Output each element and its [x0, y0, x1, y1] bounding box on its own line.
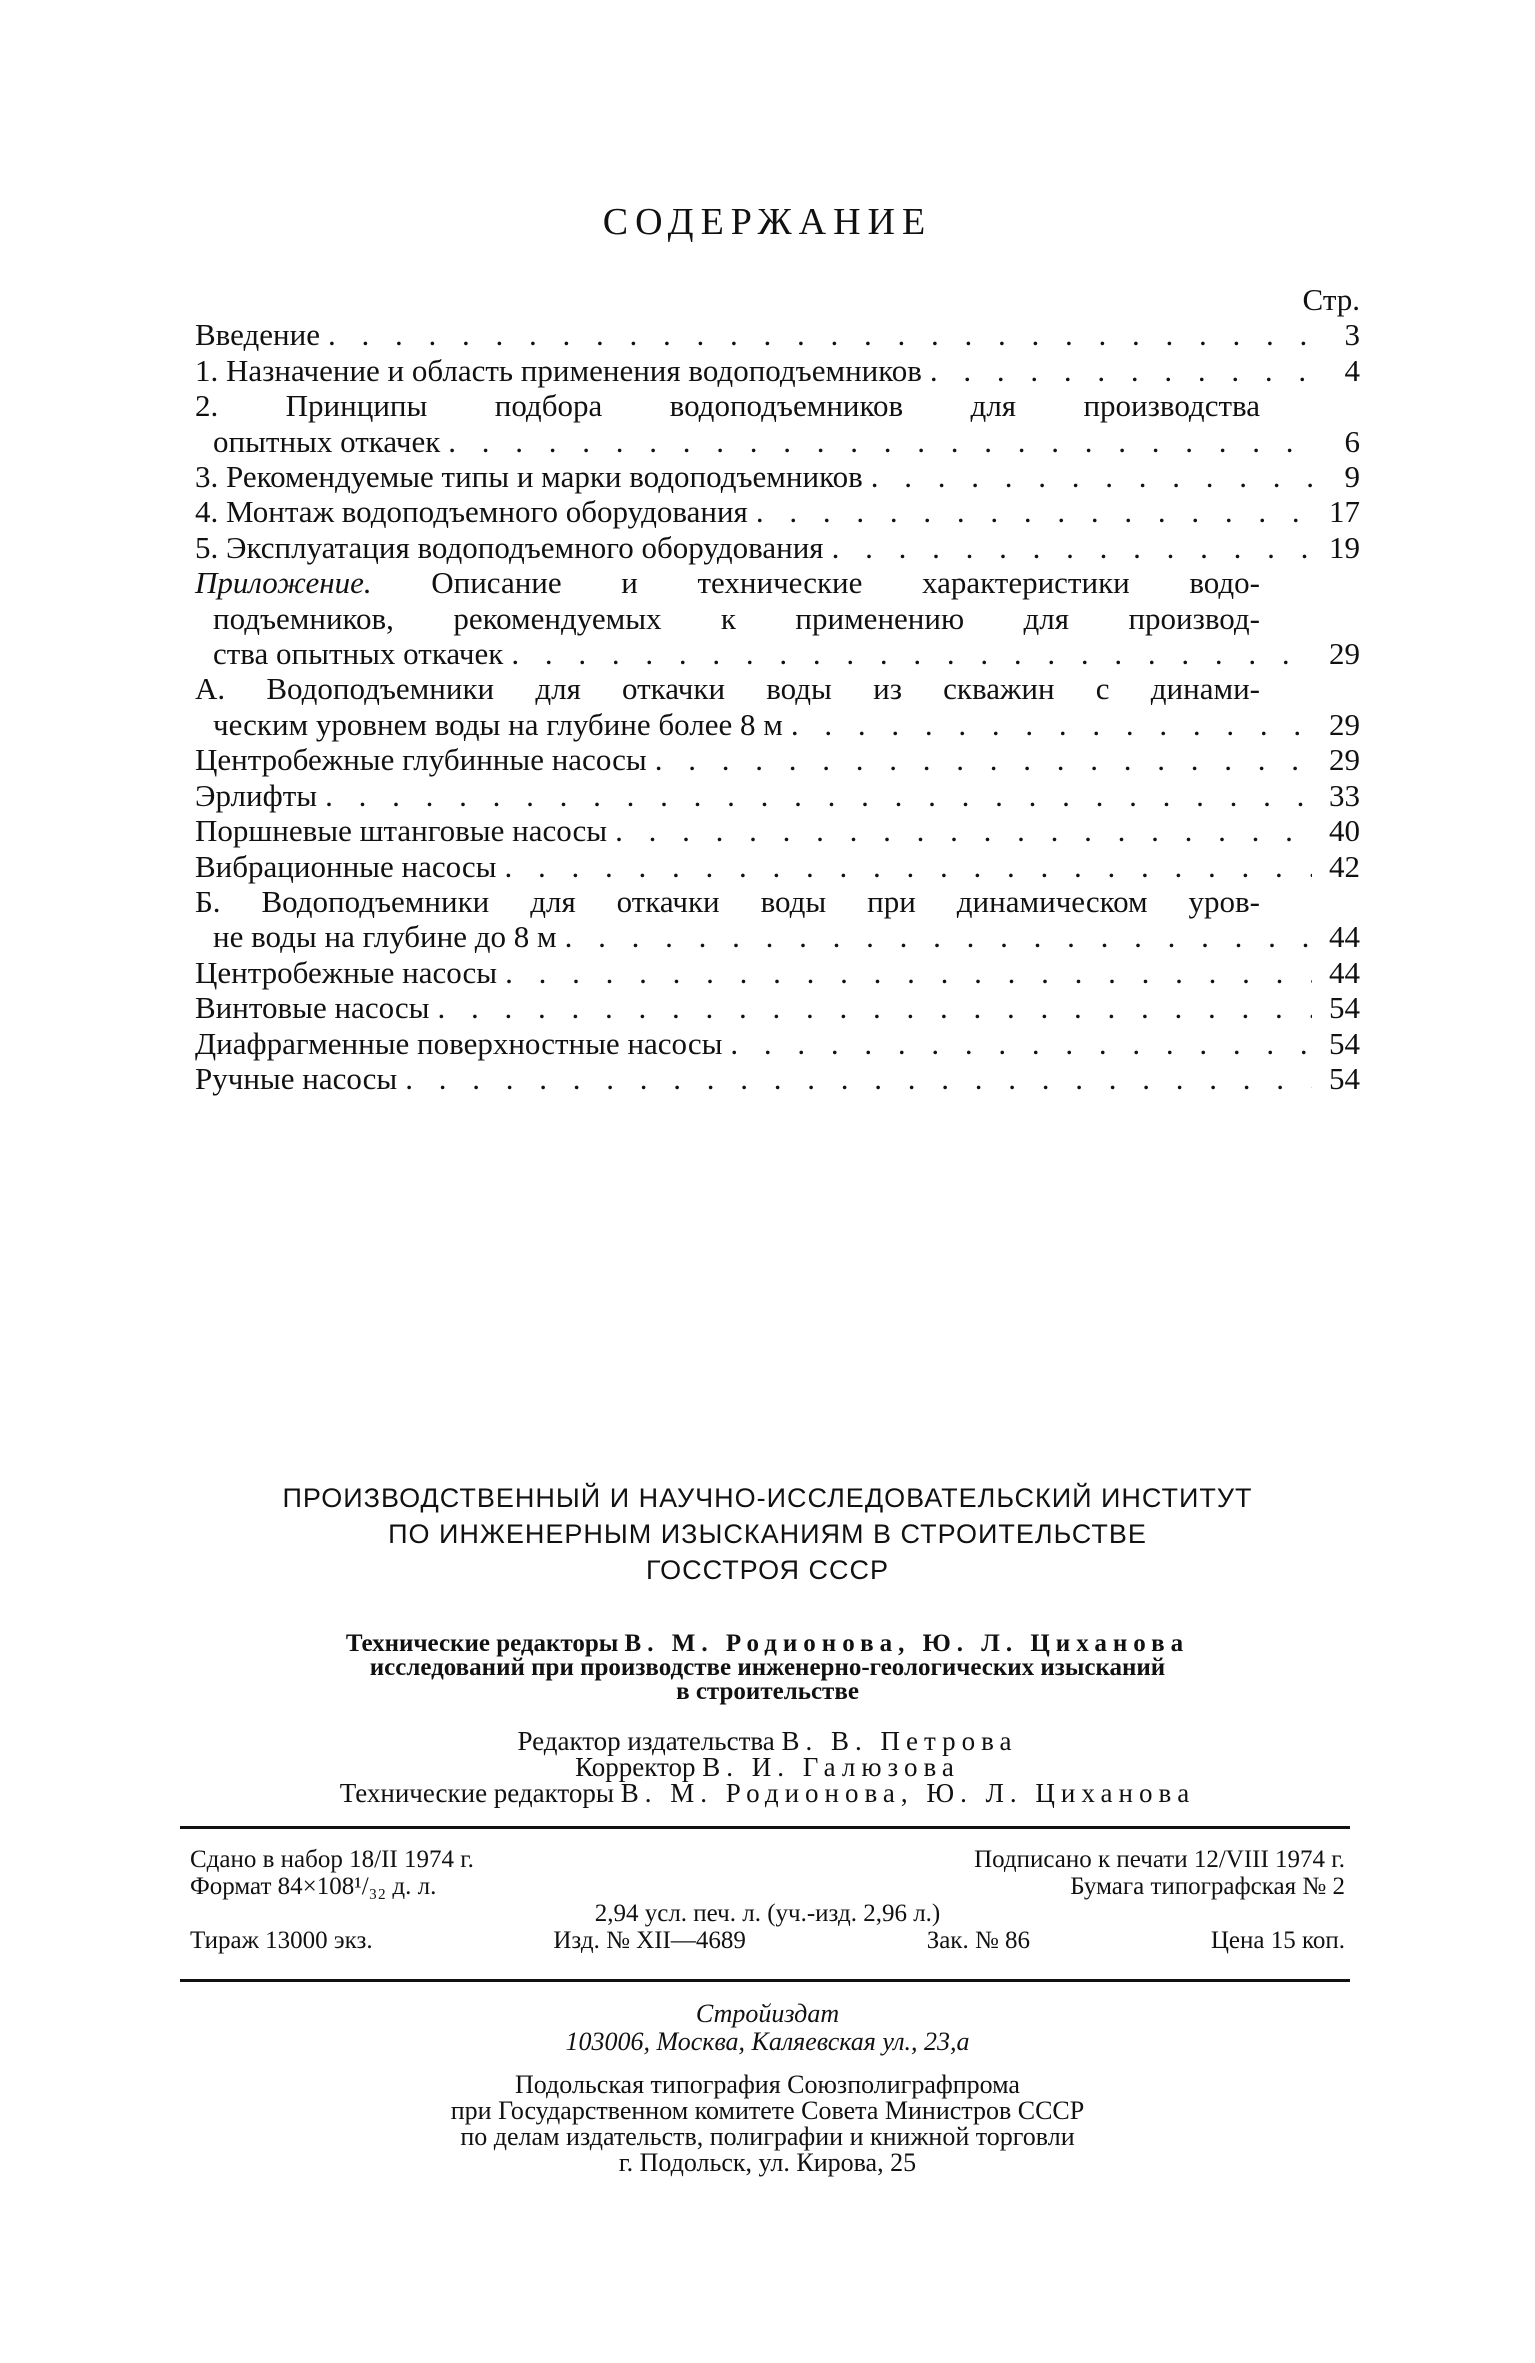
- imprint-format: Формат 84×108¹/₃₂ д. л.: [190, 1873, 437, 1900]
- toc-page-number: 54: [1329, 1025, 1360, 1061]
- dot-leader: [730, 1026, 1312, 1061]
- toc-entry-line: Б. Водоподъемники для откачки воды при динамическом уров-: [195, 883, 1260, 919]
- printer-line: по делам издательств, полиграфии и книжной торговли: [460, 2122, 1075, 2151]
- editors-names: В. М. Родионова, Ю. Л. Цихановa: [624, 1630, 1190, 1657]
- dot-leader: [511, 636, 1312, 671]
- editors-line: в строительстве: [676, 1678, 859, 1705]
- toc-page-number: 6: [1344, 423, 1360, 459]
- toc-entry-title: Диафрагменные поверхностные насосы: [195, 1025, 723, 1061]
- toc-entry-title: не воды на глубине до 8 м: [213, 919, 557, 955]
- credit-corrector: Корректор В. И. Галюзова: [575, 1752, 960, 1782]
- dot-leader: [615, 813, 1312, 848]
- toc-page-number: 29: [1329, 742, 1360, 778]
- toc-entry-title: Эрлифты: [195, 777, 318, 813]
- toc-entry-title: 3. Рекомендуемые типы и марки водоподъемников: [195, 459, 863, 495]
- institute-line: ПРОИЗВОДСТВЕННЫЙ И НАУЧНО-ИССЛЕДОВАТЕЛЬСКИЙ ИНСТИТУТ: [282, 1483, 1253, 1513]
- dot-leader: [325, 778, 1312, 813]
- toc-page-number: 44: [1329, 919, 1360, 955]
- institute-name: [0, 1480, 1535, 1588]
- dot-leader: [565, 919, 1312, 954]
- imprint-price: Цена 15 коп.: [1210, 1927, 1345, 1954]
- toc-entry-title: Ручные насосы: [195, 1060, 398, 1096]
- toc-page-number: 40: [1329, 813, 1360, 849]
- toc-page-number: 9: [1344, 459, 1360, 495]
- toc-entry-title: ства опытных откачек: [213, 636, 504, 672]
- toc-entry-title: Центробежные насосы: [195, 954, 498, 990]
- toc-entry: [195, 530, 1360, 565]
- printer-line: г. Подольск, ул. Кирова, 25: [618, 2148, 917, 2177]
- toc-entry-title: Винтовые насосы: [195, 990, 430, 1026]
- toc-entry-title: 1. Назначение и область применения водоподъемников: [195, 352, 922, 388]
- imprint-paper: Бумага типографская № 2: [1070, 1873, 1345, 1900]
- toc-page-number: 3: [1344, 317, 1360, 353]
- publisher-address: 103006, Москва, Каляевская ул., 23,а: [565, 2027, 970, 2056]
- toc-entry: [195, 778, 1360, 813]
- page-title: СОДЕРЖАНИЕ: [602, 201, 933, 243]
- dot-leader: [871, 459, 1312, 494]
- credit-tech-editors: Технические редакторы В. М. Родионова, Ю. Л. Цихановa: [339, 1778, 1196, 1808]
- toc-entry-title: опытных откачек: [213, 423, 441, 459]
- toc-prefix: Приложение.: [195, 565, 372, 601]
- toc-entry: [195, 1026, 1360, 1061]
- dot-leader: [832, 530, 1312, 565]
- editors-label: Технические редакторы: [345, 1630, 619, 1657]
- dot-leader: [448, 424, 1312, 459]
- dot-leader: [505, 955, 1312, 990]
- toc-entry: [195, 353, 1360, 388]
- toc-entry: [195, 955, 1360, 990]
- toc-entry: [195, 565, 1360, 671]
- divider: [180, 1826, 1350, 1829]
- toc-entry-line: 2. Принципы подбора водоподъемников для производства: [195, 388, 1260, 424]
- toc-entry-line: А. Водоподъемники для откачки воды из скважин с динами-: [195, 671, 1260, 707]
- printer-block: [0, 2072, 1535, 2176]
- toc-page-number: 54: [1329, 1060, 1360, 1096]
- imprint-order: Зак. № 86: [926, 1927, 1031, 1954]
- toc-entry: [195, 317, 1360, 352]
- toc-entry-line: подъемников, рекомендуемых к применению для производ-: [213, 600, 1260, 636]
- institute-line: ПО ИНЖЕНЕРНЫМ ИЗЫСКАНИЯМ В СТРОИТЕЛЬСТВЕ: [388, 1519, 1147, 1549]
- dot-leader: [791, 707, 1312, 742]
- imprint-run: Тираж 13000 экз.: [190, 1927, 373, 1954]
- toc-entry-title: Поршневые штанговые насосы: [195, 813, 608, 849]
- dot-leader: [930, 353, 1312, 388]
- divider: [180, 1979, 1350, 1982]
- imprint-signed: Подписано к печати 12/VIII 1974 г.: [974, 1846, 1345, 1873]
- dot-leader: [504, 849, 1312, 884]
- toc-page-number: 33: [1329, 777, 1360, 813]
- toc-entry: [195, 671, 1360, 742]
- toc-entry: [195, 813, 1360, 848]
- toc-page-number: 19: [1329, 529, 1360, 565]
- printer-line: при Государственном комитете Совета Министров СССР: [450, 2096, 1085, 2125]
- imprint-sheets: 2,94 усл. печ. л. (уч.-изд. 2,96 л.): [594, 1900, 941, 1927]
- toc-entry: [195, 884, 1360, 955]
- imprint-submitted: Сдано в набор 18/II 1974 г.: [190, 1846, 474, 1873]
- dot-leader: [405, 1061, 1312, 1096]
- imprint-izd: Изд. № XII—4689: [553, 1927, 746, 1954]
- dot-leader: [756, 494, 1312, 529]
- toc-entry: [195, 459, 1360, 494]
- toc-entry-title: ческим уровнем воды на глубине более 8 м: [213, 706, 783, 742]
- dot-leader: [328, 317, 1312, 352]
- toc-page-number: 54: [1329, 990, 1360, 1026]
- imprint: [190, 1846, 1345, 1954]
- toc-entry: [195, 494, 1360, 529]
- toc-entry: [195, 990, 1360, 1025]
- toc-entry-title: Центробежные глубинные насосы: [195, 742, 647, 778]
- table-of-contents: [195, 282, 1360, 1096]
- toc-entry: [195, 849, 1360, 884]
- credit-editor: Редактор издательства В. В. Петрова: [517, 1726, 1018, 1756]
- publisher-name: Стройиздат: [695, 1999, 840, 2028]
- toc-page-number: 29: [1329, 706, 1360, 742]
- toc-page-number: 17: [1329, 494, 1360, 530]
- toc-entry-line: Приложение. Описание и технические характеристики водо-: [195, 565, 1260, 601]
- toc-entry-title: Вибрационные насосы: [195, 848, 497, 884]
- editors-block: [0, 1632, 1535, 1704]
- toc-entry: [195, 742, 1360, 777]
- institute-line: ГОССТРОЯ СССР: [645, 1555, 890, 1585]
- toc-page-number: 42: [1329, 848, 1360, 884]
- page-column-label: Стр.: [1302, 282, 1360, 317]
- dot-leader: [655, 742, 1312, 777]
- toc-page-number: 4: [1344, 352, 1360, 388]
- toc-entry: [195, 1061, 1360, 1096]
- toc-entry-title: 4. Монтаж водоподъемного оборудования: [195, 494, 748, 530]
- toc-entry-title: Введение: [195, 317, 320, 353]
- toc-entry-title: 5. Эксплуатация водоподъемного оборудования: [195, 529, 824, 565]
- printer-line: Подольская типография Союзполиграфпрома: [515, 2070, 1020, 2099]
- dot-leader: [437, 990, 1312, 1025]
- publisher-block: [0, 2000, 1535, 2056]
- editors-line: исследований при производстве инженерно-геологических изысканий: [369, 1654, 1166, 1681]
- toc-entry: [195, 388, 1360, 459]
- toc-page-number: 44: [1329, 954, 1360, 990]
- credits-block: [0, 1728, 1535, 1806]
- toc-page-number: 29: [1329, 636, 1360, 672]
